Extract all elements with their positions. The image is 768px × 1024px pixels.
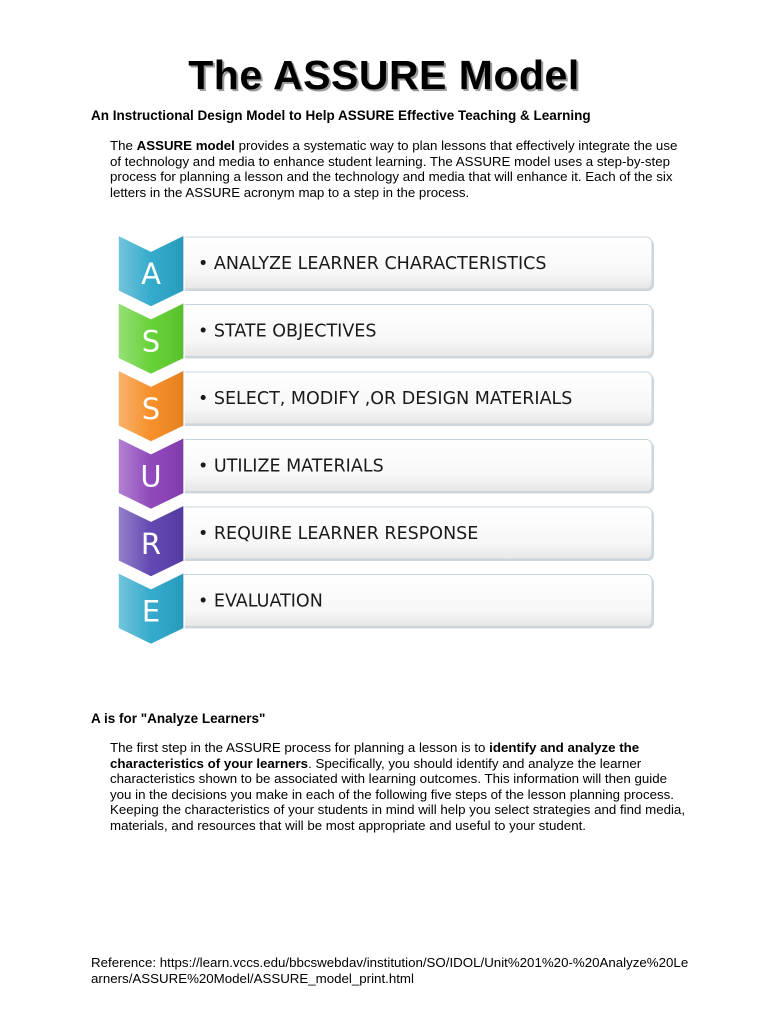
step-label: • STATE OBJECTIVES bbox=[198, 321, 377, 342]
intro-paragraph: The ASSURE model provides a systematic way to plan lessons that effectively integrate the use of technology and media to enhance student learning. The ASSURE model uses a step-by-step process for planning a lesson and the technology and media that will enhance it. Each of the six letters in the ASSURE acronym map to a step in the process. bbox=[110, 138, 678, 200]
section-heading: A is for "Analyze Learners" bbox=[91, 711, 266, 726]
step-label: • UTILIZE MATERIALS bbox=[198, 456, 384, 477]
step-row bbox=[118, 505, 654, 577]
step-letter: U bbox=[140, 459, 162, 494]
step-row bbox=[118, 370, 654, 442]
step-row bbox=[118, 573, 654, 645]
page-title: The ASSURE Model bbox=[188, 52, 580, 98]
step-letter: S bbox=[141, 324, 161, 359]
step-letter: A bbox=[141, 257, 161, 291]
step-letter: S bbox=[141, 392, 161, 426]
step-label: • SELECT, MODIFY ,OR DESIGN MATERIALS bbox=[198, 389, 573, 409]
step-letter: E bbox=[141, 594, 161, 629]
step-row bbox=[118, 438, 654, 510]
step-row bbox=[118, 235, 654, 307]
step-letter: R bbox=[140, 527, 162, 561]
step-label: • EVALUATION bbox=[198, 591, 323, 612]
step-label: • REQUIRE LEARNER RESPONSE bbox=[198, 524, 479, 544]
section-paragraph: The first step in the ASSURE process for planning a lesson is to identify and analyze the characteristics of your learners. Specifically, you should identify and analyze the learner characteristics shown to be associated with learning outcomes. This information will then guide you in the decisions you make in each of the following five steps of the lesson planning process. Keeping the characteristics of your students in mind will help you select strategies and find media, materials, and resources that will be most appropriate and useful to your student. bbox=[110, 740, 686, 833]
step-label: • ANALYZE LEARNER CHARACTERISTICS bbox=[198, 254, 547, 274]
subtitle: An Instructional Design Model to Help ASSURE Effective Teaching & Learning bbox=[91, 108, 591, 123]
reference: Reference: https://learn.vccs.edu/bbcswebdav/institution/SO/IDOL/Unit%201%20-%20Analyze%20Learners/ASSURE%20Model/ASSURE_model_print.html bbox=[91, 955, 689, 986]
step-row bbox=[118, 303, 654, 375]
